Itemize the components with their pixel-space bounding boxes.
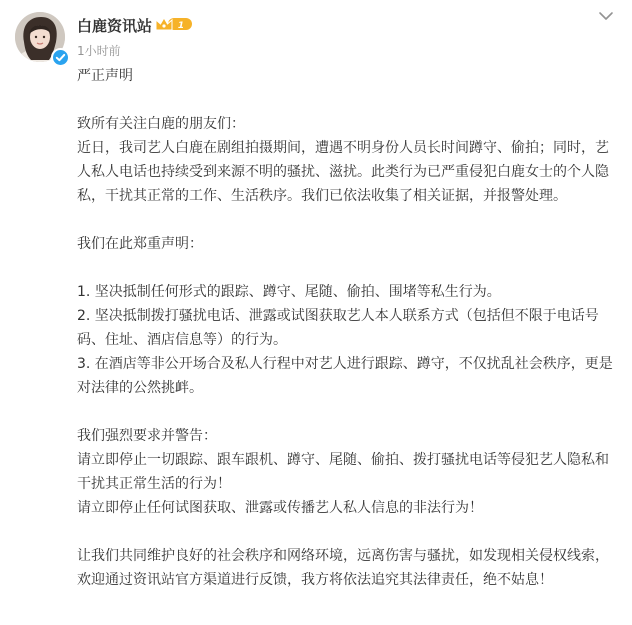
post-time[interactable]: 1小时前 [77,44,121,58]
declaration-item: 2. 坚决抵制拨打骚扰电话、泄露或试图获取艺人本人联系方式（包括但不限于电话号码、住址、酒店信息等）的行为。 [77,308,599,348]
declare-heading: 我们在此郑重声明： [77,236,203,252]
verified-badge-icon [51,48,70,67]
demand-item: 请立即停止一切跟踪、跟车跟机、蹲守、尾随、偷拍、拨打骚扰电话等侵犯艺人隐私和干扰其正常生活的行为！ [77,452,609,492]
blank-line [77,256,617,280]
post-closing: 让我们共同维护良好的社会秩序和网络环境，远离伤害与骚扰，如发现相关侵权线索，欢迎通过资讯站官方渠道进行反馈，我方将依法追究其法律责任，绝不姑息！ [77,548,609,588]
post-greeting: 致所有关注白鹿的朋友们： [77,116,245,132]
blank-line [77,208,617,232]
badge-level: 1 [177,21,185,31]
post-title: 严正声明 [77,68,133,84]
crown-badge-icon[interactable] [154,15,194,33]
post-intro: 近日，我司艺人白鹿在剧组拍摄期间，遭遇不明身份人员长时间蹲守、偷拍；同时，艺人私人电话也持续受到来源不明的骚扰、滋扰。此类行为已严重侵犯白鹿女士的个人隐私，干扰其正常的工作、生活秩序。我们已依法收集了相关证据，并报警处理。 [77,140,609,204]
blank-line [77,88,617,112]
declaration-item: 1. 坚决抵制任何形式的跟踪、蹲守、尾随、偷拍、围堵等私生行为。 [77,284,501,300]
declaration-item: 3. 在酒店等非公开场合及私人行程中对艺人进行跟踪、蹲守，不仅扰乱社会秩序，更是对法律的公然挑衅。 [77,356,613,396]
blank-line [77,520,617,544]
chevron-down-icon[interactable] [598,9,614,23]
demand-item: 请立即停止任何试图获取、泄露或传播艺人私人信息的非法行为！ [77,500,483,516]
demand-heading: 我们强烈要求并警告： [77,428,217,444]
blank-line [77,400,617,424]
author-name[interactable]: 白鹿资讯站 [77,17,153,35]
post-content [77,64,617,592]
